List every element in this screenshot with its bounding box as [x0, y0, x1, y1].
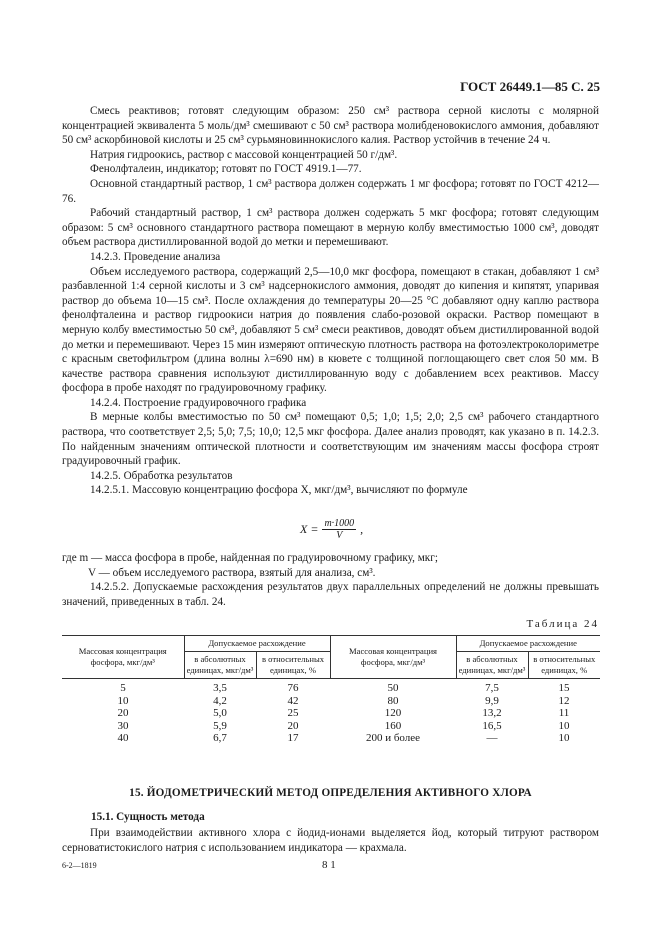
- header-concentration: Массовая концентрация фосфора, мкг/дм³: [62, 636, 184, 679]
- paragraph: Смесь реактивов; готовят следующим образом: 250 см³ раствора серной кислоты с молярной концентрацией эквивалента 5 моль/дм³ смешивают с 50 см³ раствора молибденовокислого аммония, добавляют 50 см³ аскорбиновой кислоты и 25 см³ сурьмяновиннокислого калия. Раствор устойчив в течение 24 ч.: [62, 105, 599, 147]
- body-text: [62, 104, 599, 498]
- formula-fraction: [322, 518, 356, 541]
- table-row: [62, 707, 600, 720]
- paragraph: Основной стандартный раствор, 1 см³ раствора должен содержать 1 мг фосфора; готовят по ГОСТ 4212—76.: [62, 177, 599, 205]
- header-concentration: Массовая концентрация фосфора, мкг/дм³: [330, 636, 456, 679]
- cell: 76: [287, 682, 299, 694]
- cell: 9,9: [485, 694, 499, 707]
- subsection-title: 15.1. Сущность метода: [91, 811, 205, 823]
- footer-code: 6-2—1819: [62, 861, 97, 870]
- cell: 11: [558, 707, 570, 720]
- page-header: ГОСТ 26449.1—85 С. 25: [460, 79, 600, 94]
- cell: 6,7: [213, 732, 227, 745]
- header-relative: в относительных единицах, %: [256, 652, 330, 679]
- cell: 80: [387, 694, 399, 707]
- header-absolute: в абсолютных единицах, мкг/дм³: [184, 652, 256, 679]
- cell: 7,5: [485, 682, 499, 694]
- formula-denominator: V: [336, 530, 343, 541]
- cell: 17: [287, 732, 299, 745]
- cell: 10: [117, 694, 129, 707]
- header-allowed: Допускаемое расхождение: [184, 636, 330, 652]
- header-allowed: Допускаемое расхождение: [456, 636, 600, 652]
- paragraph: В мерные колбы вместимостью по 50 см³ помещают 0,5; 1,0; 1,5; 2,0; 2,5 см³ рабочего стандартного раствора, что соответствует 2,5; 5,0; 7,5; 10,0; 12,5 мкг фосфора. Далее анализ проводят, как указано в п. 14.2.3. По найденным значениям оптической плотности и соответствующим им значениям массы фосфора строят градуировочный график.: [62, 411, 599, 468]
- cell: 16,5: [482, 719, 502, 732]
- cell: 20: [287, 719, 299, 732]
- definition-m: где m — масса фосфора в пробе, найденная по градуировочному графику, мкг;: [62, 552, 438, 564]
- table-row: [62, 720, 600, 733]
- formula-numerator: m·1000: [324, 518, 355, 529]
- paragraph: 14.2.5.2. Допускаемые расхождения результатов двух параллельных определений не должны превышать значений, приведенных в табл. 24.: [62, 581, 599, 608]
- table-row: [62, 679, 600, 695]
- cell: 42: [287, 694, 299, 707]
- paragraph: При взаимодействии активного хлора с йодид-ионами выделяется йод, который титруют раствором серноватистокислого натрия с использованием индикатора — крахмала.: [62, 827, 599, 854]
- cell: 15: [558, 682, 570, 694]
- table-row: [62, 732, 600, 745]
- cell: 25: [287, 707, 299, 720]
- cell: 10: [558, 732, 570, 745]
- cell: 160: [384, 719, 402, 732]
- subheading-14-2-4: 14.2.4. Построение градуировочного графика: [90, 396, 307, 409]
- cell: 10: [558, 719, 570, 732]
- cell: 5,0: [213, 707, 227, 720]
- cell: 5,9: [213, 719, 227, 732]
- header-relative: в относительных единицах, %: [528, 652, 600, 679]
- paragraph: Натрия гидроокись, раствор с массовой концентрацией 50 г/дм³.: [90, 148, 398, 161]
- after-formula-text: [62, 580, 599, 609]
- cell: —: [486, 732, 498, 745]
- formula: [300, 518, 363, 541]
- subheading-14-2-3: 14.2.3. Проведение анализа: [90, 250, 221, 263]
- subheading-14-2-5: 14.2.5. Обработка результатов: [90, 469, 233, 482]
- table-caption: Таблица 24: [526, 618, 599, 630]
- cell: 4,2: [213, 694, 227, 707]
- cell: 5: [120, 682, 126, 694]
- page-number: 8 1: [322, 859, 336, 871]
- method-description: [62, 826, 599, 855]
- definition-v: V — объем исследуемого раствора, взятый для анализа, см³.: [88, 566, 376, 579]
- formula-lhs: X =: [300, 522, 319, 536]
- table-row: [62, 695, 600, 708]
- cell: 120: [384, 707, 402, 720]
- formula-definitions: [62, 551, 599, 580]
- cell: 13,2: [482, 707, 502, 720]
- paragraph: Объем исследуемого раствора, содержащий 2,5—10,0 мкг фосфора, помещают в стакан, добавляют 1 см³ разбавленной 1:4 серной кислоты и 3 см³ надсернокислого аммония, доводят до кипения и кипятят, упаривая раствор до объема 10—15 см³. После охлаждения до температуры 20—25 °С добавляют одну каплю раствора фенолфталеина и раствор гидроокиси натрия до появления слабо-розовой окраски. Раствор помещают в мерную колбу вместимостью 50 см³, добавляют 5 см³ смеси реактивов, доводят объем дистиллированной водой до метки и перемешивают. Через 15 мин измеряют оптическую плотность раствора на фотоэлектроколориметре с красным светофильтром (длина волны λ=690 нм) в кювете с толщиной поглощающего свет слоя 50 мм. В качестве раствора сравнения используют дистиллированную воду с добавлением всех реактивов. Массу фосфора в пробе находят по градуировочному графику.: [62, 265, 599, 395]
- cell: 20: [117, 707, 129, 720]
- cell: 3,5: [213, 682, 227, 694]
- paragraph: Фенолфталеин, индикатор; готовят по ГОСТ 4919.1—77.: [90, 163, 362, 176]
- cell: 200 и более: [365, 732, 421, 745]
- header-absolute: в абсолютных единицах, мкг/дм³: [456, 652, 528, 679]
- table-24: [62, 635, 600, 745]
- paragraph: Рабочий стандартный раствор, 1 см³ раствора должен содержать 5 мкг фосфора; готовят следующим образом: 5 см³ основного стандартного раствора помещают в мерную колбу вместимостью 1000 см³, доводят объем раствора дистиллированной водой до метки и перемешивают.: [62, 207, 599, 249]
- formula-tail: ,: [360, 522, 364, 536]
- cell: 50: [387, 682, 399, 694]
- section-title: 15. ЙОДОМЕТРИЧЕСКИЙ МЕТОД ОПРЕДЕЛЕНИЯ АКТИВНОГО ХЛОРА: [129, 787, 532, 799]
- paragraph: 14.2.5.1. Массовую концентрацию фосфора X, мкг/дм³, вычисляют по формуле: [90, 484, 468, 497]
- cell: 40: [117, 732, 129, 745]
- cell: 30: [117, 719, 129, 732]
- cell: 12: [558, 694, 570, 707]
